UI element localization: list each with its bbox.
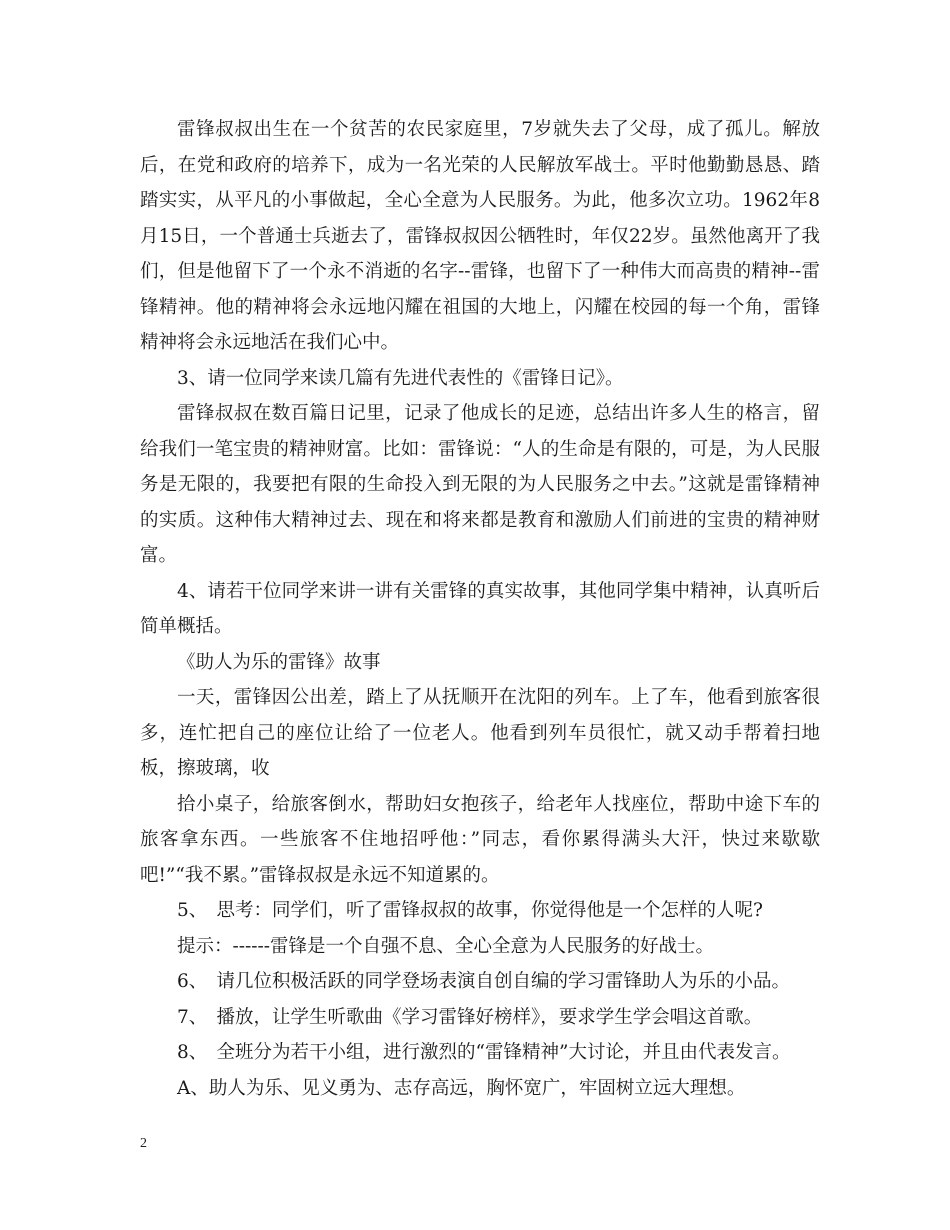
story-title: 《助人为乐的雷锋》故事 [177,651,381,673]
paragraph-step-8: 8、 全班分为若干小组，进行激烈的“雷锋精神”大讨论，并且由代表发言。 [177,1042,791,1063]
paragraph-step-7: 7、 播放，让学生听歌曲《学习雷锋好榜样》，要求学生学会唱这首歌。 [177,1006,763,1028]
paragraph-step-5: 5、 思考：同学们，听了雷锋叔叔的故事，你觉得他是一个怎样的人呢? [177,900,763,921]
paragraph-step-3: 3、请一位同学来读几篇有先进代表性的《雷锋日记》。 [177,367,624,389]
paragraph-story-part-2: 拾小桌子，给旅客倒水，帮助妇女抱孩子，给老年人找座位，帮助中途下车的旅客拿东西。一些旅客不住地招呼他：”同志，看你累得满头大汗，快过来歇歇吧!”“我不累。”雷锋叔叔是永远不知道累的。 [140,793,820,886]
paragraph-hint: 提示：------雷锋是一个自强不息、全心全意为人民服务的好战士。 [177,935,715,957]
page-number: 2 [140,1136,147,1151]
paragraph-step-4: 4、请若干位同学来讲一讲有关雷锋的真实故事，其他同学集中精神，认真听后简单概括。 [140,580,820,637]
paragraph-diary: 雷锋叔叔在数百篇日记里，记录了他成长的足迹，总结出许多人生的格言，留给我们一笔宝贵的精神财富。比如：雷锋说：“人的生命是有限的，可是，为人民服务是无限的，我要把有限的生命投入到无限的为人民服务之中去。”这就是雷锋精神的实质。这种伟大精神过去、现在和将来都是教育和激励人们前进的宝贵的精神财富。 [140,403,820,566]
paragraph-story-part-1: 一天，雷锋因公出差，踏上了从抚顺开在沈阳的列车。上了车，他看到旅客很多，连忙把自己的座位让给了一位老人。他看到列车员很忙，就又动手帮着扫地板，擦玻璃，收 [140,687,820,779]
paragraph-point-a: A、助人为乐、见义勇为、志存高远，胸怀宽广，牢固树立远大理想。 [177,1077,746,1099]
paragraph-biography: 雷锋叔叔出生在一个贫苦的农民家庭里，7岁就失去了父母，成了孤儿。解放后，在党和政府的培养下，成为一名光荣的人民解放军战士。平时他勤勤恳恳、踏踏实实，从平凡的小事做起，全心全意为人民服务。为此，他多次立功。1962年8月15日，一个普通士兵逝去了，雷锋叔叔因公牺牲时，年仅22岁。虽然他离开了我们，但是他留下了一个永不消逝的名字--雷锋，也留下了一种伟大而高贵的精神--雷锋精神。他的精神将会永远地闪耀在祖国的大地上，闪耀在校园的每一个角，雷锋精神将会永远地活在我们心中。 [140,119,820,353]
body-text [140,112,820,1106]
paragraph-step-6: 6、 请几位积极活跃的同学登场表演自创自编的学习雷锋助人为乐的小品。 [177,971,791,992]
